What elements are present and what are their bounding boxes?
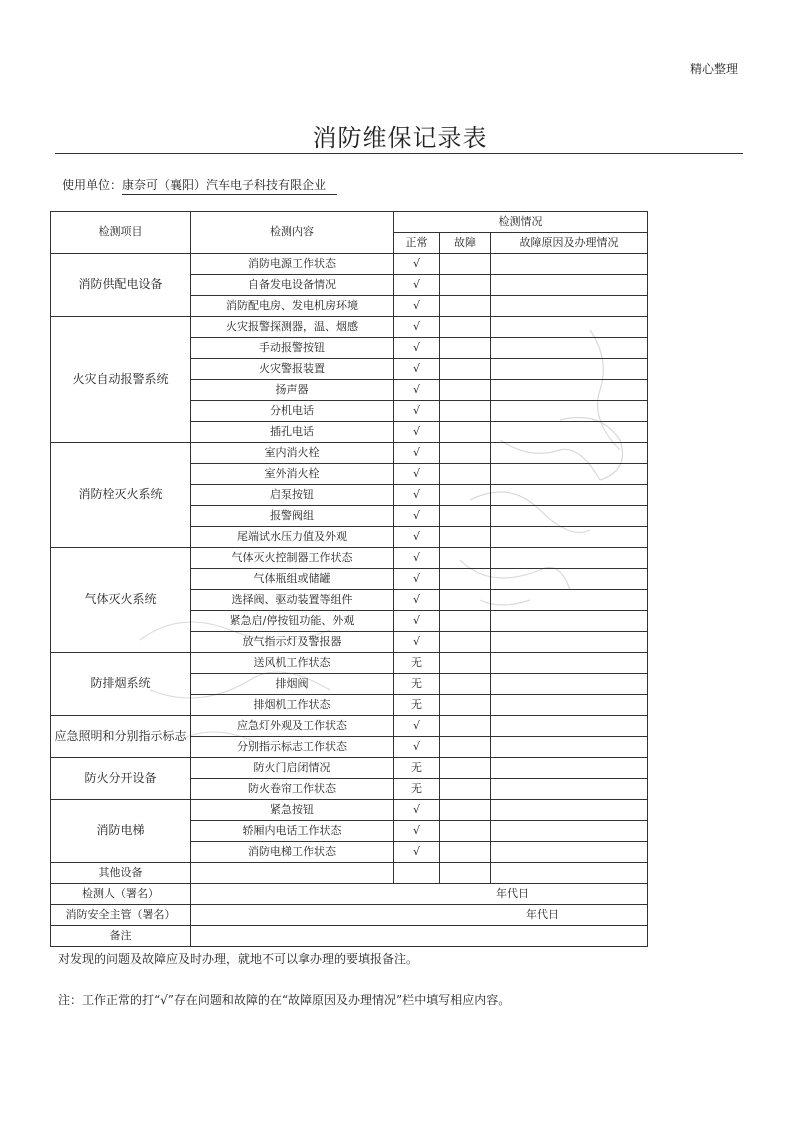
- normal-mark: √: [394, 590, 440, 611]
- fault-cell: [440, 506, 491, 527]
- normal-mark: √: [394, 506, 440, 527]
- normal-mark: √: [394, 401, 440, 422]
- normal-mark: √: [394, 443, 440, 464]
- table-row: [51, 443, 648, 464]
- check-content: 启泵按钮: [191, 485, 394, 506]
- header-item: 检测项目: [51, 212, 191, 254]
- reason-cell: [491, 527, 648, 548]
- reason-cell: [491, 275, 648, 296]
- group-name: 消防栓灭火系统: [51, 443, 191, 548]
- normal-mark: √: [394, 716, 440, 737]
- group-name: 消防供配电设备: [51, 254, 191, 317]
- reason-cell: [491, 443, 648, 464]
- date-label: 年代日: [496, 886, 530, 900]
- unit-label: 使用单位：: [62, 178, 123, 192]
- reason-cell: [491, 485, 648, 506]
- signature-label: 消防安全主管（署名）: [51, 905, 191, 926]
- fault-cell: [440, 737, 491, 758]
- signature-row: [51, 926, 648, 947]
- group-name: 应急照明和分别指示标志: [51, 716, 191, 758]
- other-reason-cell: [491, 863, 648, 884]
- group-name: 消防电梯: [51, 800, 191, 863]
- check-content: 手动报警按钮: [191, 338, 394, 359]
- table-row: [51, 863, 648, 884]
- check-content: 插孔电话: [191, 422, 394, 443]
- check-content: 防火门启闭情况: [191, 758, 394, 779]
- check-content: 应急灯外观及工作状态: [191, 716, 394, 737]
- reason-cell: [491, 674, 648, 695]
- signature-label: 备注: [51, 926, 191, 947]
- normal-mark: √: [394, 338, 440, 359]
- reason-cell: [491, 338, 648, 359]
- reason-cell: [491, 779, 648, 800]
- table-row: [51, 317, 648, 338]
- normal-mark: 无: [394, 674, 440, 695]
- reason-cell: [491, 653, 648, 674]
- fault-cell: [440, 254, 491, 275]
- fault-cell: [440, 359, 491, 380]
- normal-mark: √: [394, 254, 440, 275]
- header-fault: 故障: [440, 233, 491, 254]
- normal-mark: √: [394, 359, 440, 380]
- normal-mark: √: [394, 548, 440, 569]
- group-name: 防火分开设备: [51, 758, 191, 800]
- check-content: 分机电话: [191, 401, 394, 422]
- normal-mark: √: [394, 485, 440, 506]
- check-content: 尾端试水压力值及外观: [191, 527, 394, 548]
- other-normal-cell: [394, 863, 440, 884]
- check-content: 防火卷帘工作状态: [191, 779, 394, 800]
- reason-cell: [491, 821, 648, 842]
- normal-mark: √: [394, 296, 440, 317]
- normal-mark: √: [394, 317, 440, 338]
- check-content: 选择阀、驱动装置等组件: [191, 590, 394, 611]
- reason-cell: [491, 296, 648, 317]
- check-content: 排烟机工作状态: [191, 695, 394, 716]
- reason-cell: [491, 758, 648, 779]
- corner-note: 精心整理: [689, 62, 738, 76]
- fault-cell: [440, 632, 491, 653]
- table-row: [51, 758, 648, 779]
- check-content: 气体瓶组或储罐: [191, 569, 394, 590]
- fault-cell: [440, 275, 491, 296]
- reason-cell: [491, 800, 648, 821]
- group-name: 防排烟系统: [51, 653, 191, 716]
- normal-mark: 无: [394, 758, 440, 779]
- fault-cell: [440, 590, 491, 611]
- check-content: 火灾报警探测器，温、烟感: [191, 317, 394, 338]
- reason-cell: [491, 590, 648, 611]
- fault-cell: [440, 800, 491, 821]
- header-row: [51, 212, 648, 233]
- fault-cell: [440, 821, 491, 842]
- reason-cell: [491, 422, 648, 443]
- reason-cell: [491, 695, 648, 716]
- reason-cell: [491, 737, 648, 758]
- normal-mark: √: [394, 380, 440, 401]
- check-content: 分别指示标志工作状态: [191, 737, 394, 758]
- check-content: 消防电源工作状态: [191, 254, 394, 275]
- normal-mark: √: [394, 464, 440, 485]
- reason-cell: [491, 569, 648, 590]
- normal-mark: √: [394, 800, 440, 821]
- fault-cell: [440, 422, 491, 443]
- header-content: 检测内容: [191, 212, 394, 254]
- signature-field: [191, 905, 648, 926]
- check-content: 气体灭火控制器工作状态: [191, 548, 394, 569]
- table-row: [51, 548, 648, 569]
- normal-mark: √: [394, 569, 440, 590]
- normal-mark: √: [394, 821, 440, 842]
- table-row: [51, 800, 648, 821]
- normal-mark: 无: [394, 695, 440, 716]
- check-content: 室外消火栓: [191, 464, 394, 485]
- reason-cell: [491, 464, 648, 485]
- reason-cell: [491, 380, 648, 401]
- maintenance-table: [50, 211, 648, 947]
- note-instruction: 注：工作正常的打“√”存在问题和故障的在“故障原因及办理情况”栏中填写相应内容。: [58, 993, 511, 1007]
- group-name: 气体灭火系统: [51, 548, 191, 653]
- unit-line: [62, 176, 337, 195]
- normal-mark: 无: [394, 653, 440, 674]
- signature-row: [51, 905, 648, 926]
- fault-cell: [440, 401, 491, 422]
- header-reason: 故障原因及办理情况: [491, 233, 648, 254]
- unit-name: 康奈可（襄阳）汽车电子科技有限企业: [122, 176, 337, 195]
- normal-mark: √: [394, 737, 440, 758]
- signature-label: 检测人（署名）: [51, 884, 191, 905]
- fault-cell: [440, 338, 491, 359]
- check-content: 室内消火栓: [191, 443, 394, 464]
- other-equipment-label: 其他设备: [51, 863, 191, 884]
- note-followup: 对发现的问题及故障应及时办理，就地不可以拿办理的要填报备注。: [58, 952, 419, 966]
- fault-cell: [440, 569, 491, 590]
- fault-cell: [440, 527, 491, 548]
- other-content-cell: [191, 863, 394, 884]
- reason-cell: [491, 401, 648, 422]
- other-fault-cell: [440, 863, 491, 884]
- normal-mark: 无: [394, 779, 440, 800]
- check-content: 扬声器: [191, 380, 394, 401]
- signature-field: [191, 884, 648, 905]
- fault-cell: [440, 296, 491, 317]
- table-row: [51, 716, 648, 737]
- normal-mark: √: [394, 527, 440, 548]
- header-situation: 检测情况: [394, 212, 648, 233]
- check-content: 送风机工作状态: [191, 653, 394, 674]
- check-content: 放气指示灯及警报器: [191, 632, 394, 653]
- check-content: 紧急按钮: [191, 800, 394, 821]
- group-name: 火灾自动报警系统: [51, 317, 191, 443]
- table-row: [51, 653, 648, 674]
- fault-cell: [440, 779, 491, 800]
- reason-cell: [491, 548, 648, 569]
- normal-mark: √: [394, 632, 440, 653]
- check-content: 消防电梯工作状态: [191, 842, 394, 863]
- fault-cell: [440, 674, 491, 695]
- check-content: 报警阀组: [191, 506, 394, 527]
- normal-mark: √: [394, 422, 440, 443]
- check-content: 轿厢内电话工作状态: [191, 821, 394, 842]
- table-row: [51, 254, 648, 275]
- fault-cell: [440, 758, 491, 779]
- check-content: 火灾警报装置: [191, 359, 394, 380]
- fault-cell: [440, 695, 491, 716]
- normal-mark: √: [394, 842, 440, 863]
- reason-cell: [491, 716, 648, 737]
- normal-mark: √: [394, 275, 440, 296]
- reason-cell: [491, 842, 648, 863]
- fault-cell: [440, 485, 491, 506]
- fault-cell: [440, 443, 491, 464]
- fault-cell: [440, 317, 491, 338]
- reason-cell: [491, 611, 648, 632]
- fault-cell: [440, 611, 491, 632]
- title-rule: [55, 153, 743, 154]
- fault-cell: [440, 842, 491, 863]
- reason-cell: [491, 632, 648, 653]
- check-content: 排烟阀: [191, 674, 394, 695]
- check-content: 紧急启/停按钮功能、外观: [191, 611, 394, 632]
- reason-cell: [491, 317, 648, 338]
- header-normal: 正常: [394, 233, 440, 254]
- page-title: 消防维保记录表: [312, 124, 488, 152]
- fault-cell: [440, 653, 491, 674]
- fault-cell: [440, 548, 491, 569]
- check-content: 消防配电房、发电机房环境: [191, 296, 394, 317]
- signature-field: [191, 926, 648, 947]
- normal-mark: √: [394, 611, 440, 632]
- fault-cell: [440, 716, 491, 737]
- reason-cell: [491, 359, 648, 380]
- signature-row: [51, 884, 648, 905]
- reason-cell: [491, 506, 648, 527]
- date-label: 年代日: [526, 907, 560, 921]
- fault-cell: [440, 464, 491, 485]
- check-content: 自备发电设备情况: [191, 275, 394, 296]
- fault-cell: [440, 380, 491, 401]
- reason-cell: [491, 254, 648, 275]
